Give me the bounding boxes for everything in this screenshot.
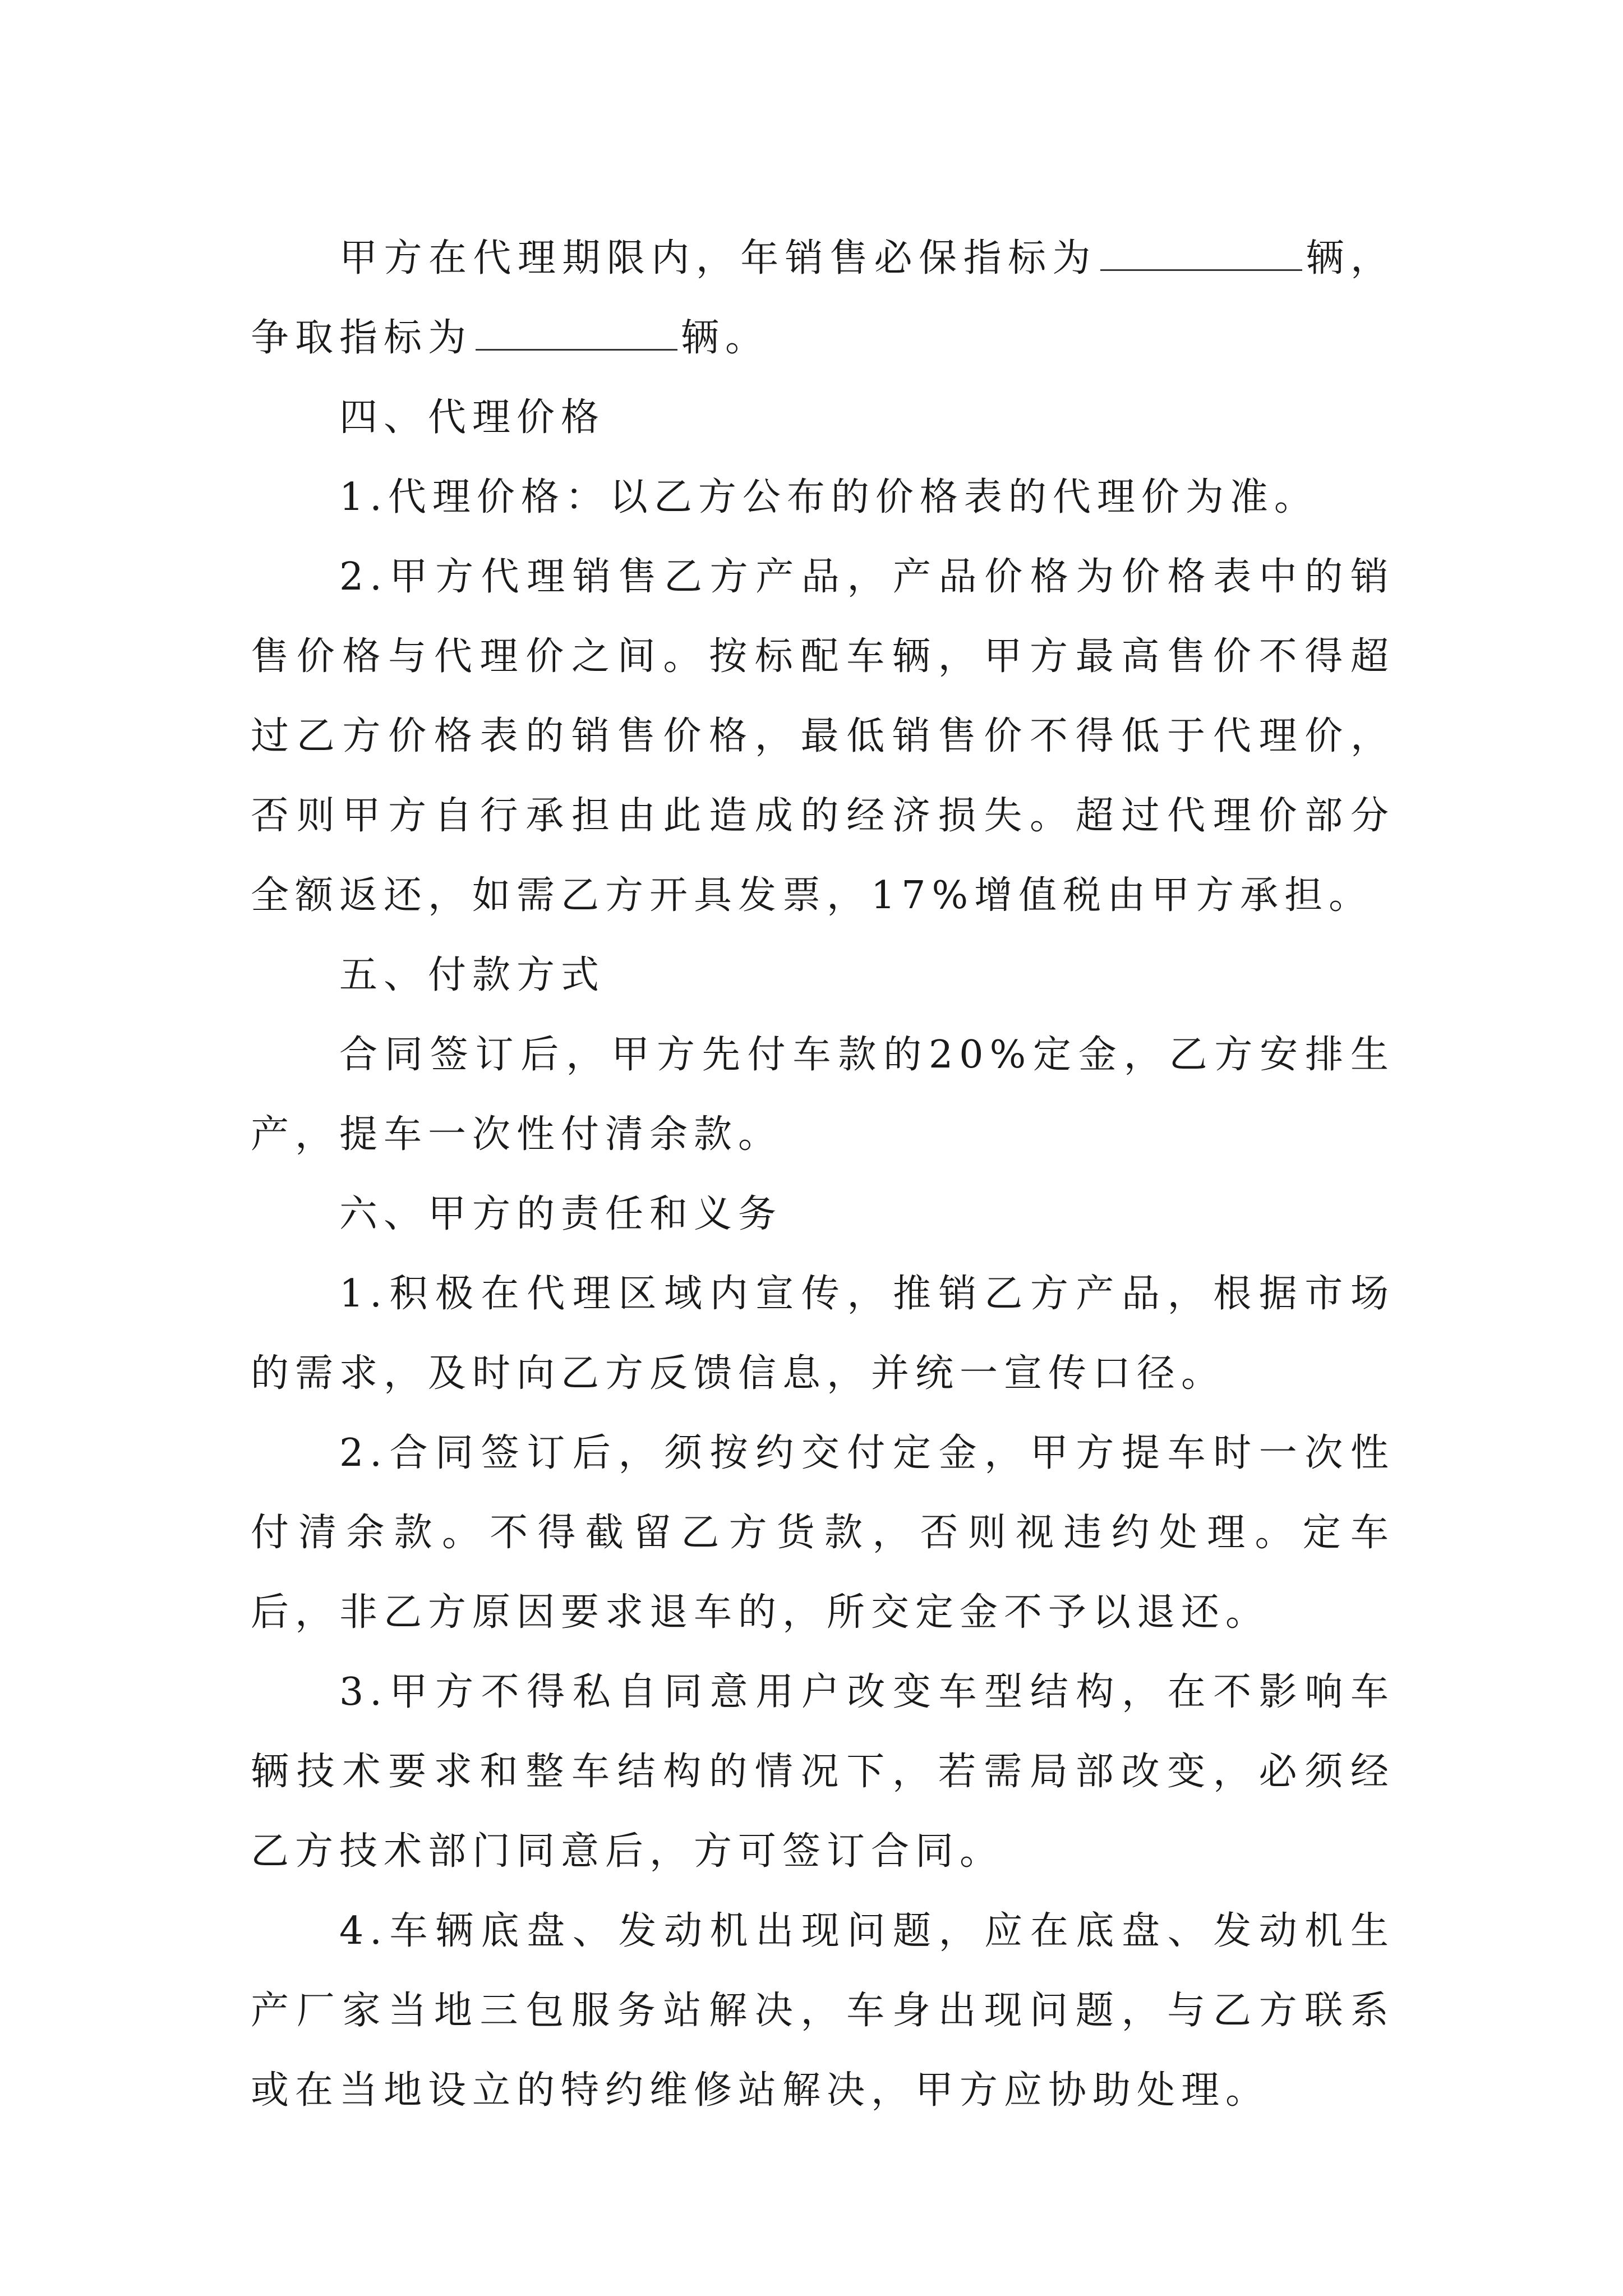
guaranteed-quota-blank <box>1100 240 1302 271</box>
paragraph-payment-method: 合同签订后，甲方先付车款的20%定金，乙方安排生产，提车一次性付清余款。 <box>251 1033 1395 1157</box>
paragraph-agency-price-2: 2.甲方代理销售乙方产品，产品价格为价格表中的销售价格与代理价之间。按标配车辆，甲方最高售价不得超过乙方价格表的销售价格，最低销售价不得低于代理价，否则甲方自行承担由此造成的经济损失。超过代理价部分全额返还，如需乙方开具发票，17%增值税由甲方承担。 <box>251 555 1395 918</box>
paragraph-duty-1: 1.积极在代理区域内宣传，推销乙方产品，根据市场的需求，及时向乙方反馈信息，并统一宣传口径。 <box>251 1272 1395 1396</box>
target-quota-blank <box>476 320 677 351</box>
paragraph-sales-quota <box>251 219 1395 378</box>
quota-text-end: 辆。 <box>681 316 770 360</box>
paragraph-agency-price-1: 1.代理价格：以乙方公布的价格表的代理价为准。 <box>339 475 1318 519</box>
section-heading-agency-price: 四、代理价格 <box>339 395 606 440</box>
paragraph-duty-3: 3.甲方不得私自同意用户改变车型结构，在不影响车辆技术要求和整车结构的情况下，若需局部改变，必须经乙方技术部门同意后，方可签订合同。 <box>251 1670 1395 1874</box>
paragraph-duty-2: 2.合同签订后，须按约交付定金，甲方提车时一次性付清余款。不得截留乙方货款，否则视违约处理。定车后，非乙方原因要求退车的，所交定金不予以退还。 <box>251 1431 1395 1635</box>
quota-text-start: 甲方在代理期限内，年销售必保指标为 <box>339 236 1098 280</box>
document-body <box>251 219 1395 2131</box>
quota-text-middle: 辆，争取指标为 <box>251 236 1395 360</box>
section-heading-party-a-duties: 六、甲方的责任和义务 <box>339 1192 783 1236</box>
section-heading-payment-method: 五、付款方式 <box>339 953 606 997</box>
paragraph-duty-4: 4.车辆底盘、发动机出现问题，应在底盘、发动机生产厂家当地三包服务站解决，车身出现问题，与乙方联系或在当地设立的特约维修站解决，甲方应协助处理。 <box>251 1909 1395 2113</box>
